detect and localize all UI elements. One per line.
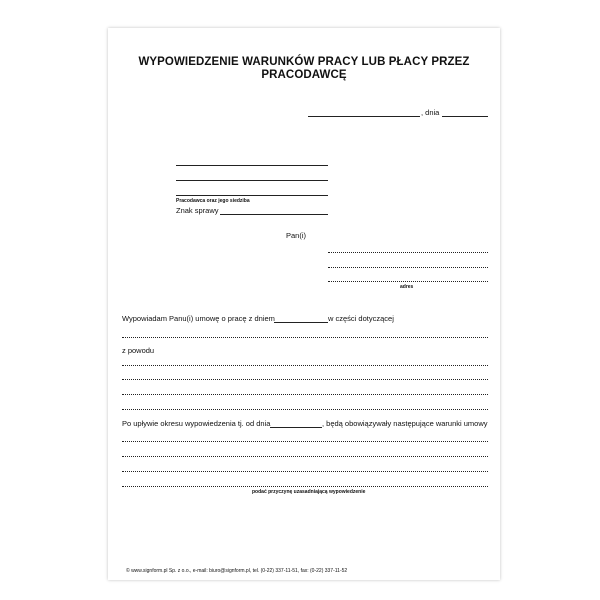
reason-label: z powodu: [122, 346, 155, 355]
case-number-field[interactable]: [220, 214, 328, 215]
employer-line-3[interactable]: [176, 195, 328, 196]
reason-line-2[interactable]: [122, 379, 488, 380]
place-field[interactable]: [308, 116, 420, 117]
termination-text: Wypowiadam Panu(i) umowę o pracę z dniem: [122, 314, 275, 323]
conditions-line-1[interactable]: [122, 441, 488, 442]
conditions-line-2[interactable]: [122, 456, 488, 457]
conditions-line-4[interactable]: [122, 486, 488, 487]
employer-label: Pracodawca oraz jego siedziba: [176, 198, 250, 204]
addressee-label: Pan(i): [286, 231, 307, 240]
scope-line[interactable]: [122, 337, 488, 338]
after-period-text-end: , będą obowiązywały następujące warunki umowy: [322, 419, 488, 428]
reason-line-3[interactable]: [122, 394, 488, 395]
footer-contact: © www.signform.pl Sp. z o.o., e-mail: biuro@signform.pl, tel. (0-22) 337-11-51, fax: (0-22) 337-11-52: [126, 568, 348, 574]
date-field[interactable]: [442, 116, 488, 117]
document-title: [108, 56, 500, 82]
employer-line-1[interactable]: [176, 165, 328, 166]
date-label: , dnia: [421, 108, 440, 117]
address-label: adres: [400, 284, 414, 290]
reason-line-4[interactable]: [122, 409, 488, 410]
after-period-text: Po upływie okresu wypowiedzenia tj. od dnia: [122, 419, 271, 428]
address-line-1[interactable]: [328, 252, 488, 253]
employer-line-2[interactable]: [176, 180, 328, 181]
case-number-label: Znak sprawy: [176, 206, 219, 215]
address-line-3[interactable]: [328, 281, 488, 282]
justification-label: podać przyczynę uzasadniającą wypowiedzenie: [252, 489, 366, 495]
termination-text-end: w części dotyczącej: [328, 314, 394, 323]
after-period-date-field[interactable]: [270, 427, 322, 428]
termination-date-field[interactable]: [274, 322, 328, 323]
title-line-1: WYPOWIEDZENIE WARUNKÓW PRACY LUB PŁACY PRZEZ: [138, 56, 470, 68]
title-line-2: PRACODAWCĘ: [261, 69, 347, 81]
conditions-line-3[interactable]: [122, 471, 488, 472]
document-page: [108, 28, 500, 580]
reason-line-1[interactable]: [122, 365, 488, 366]
address-line-2[interactable]: [328, 267, 488, 268]
